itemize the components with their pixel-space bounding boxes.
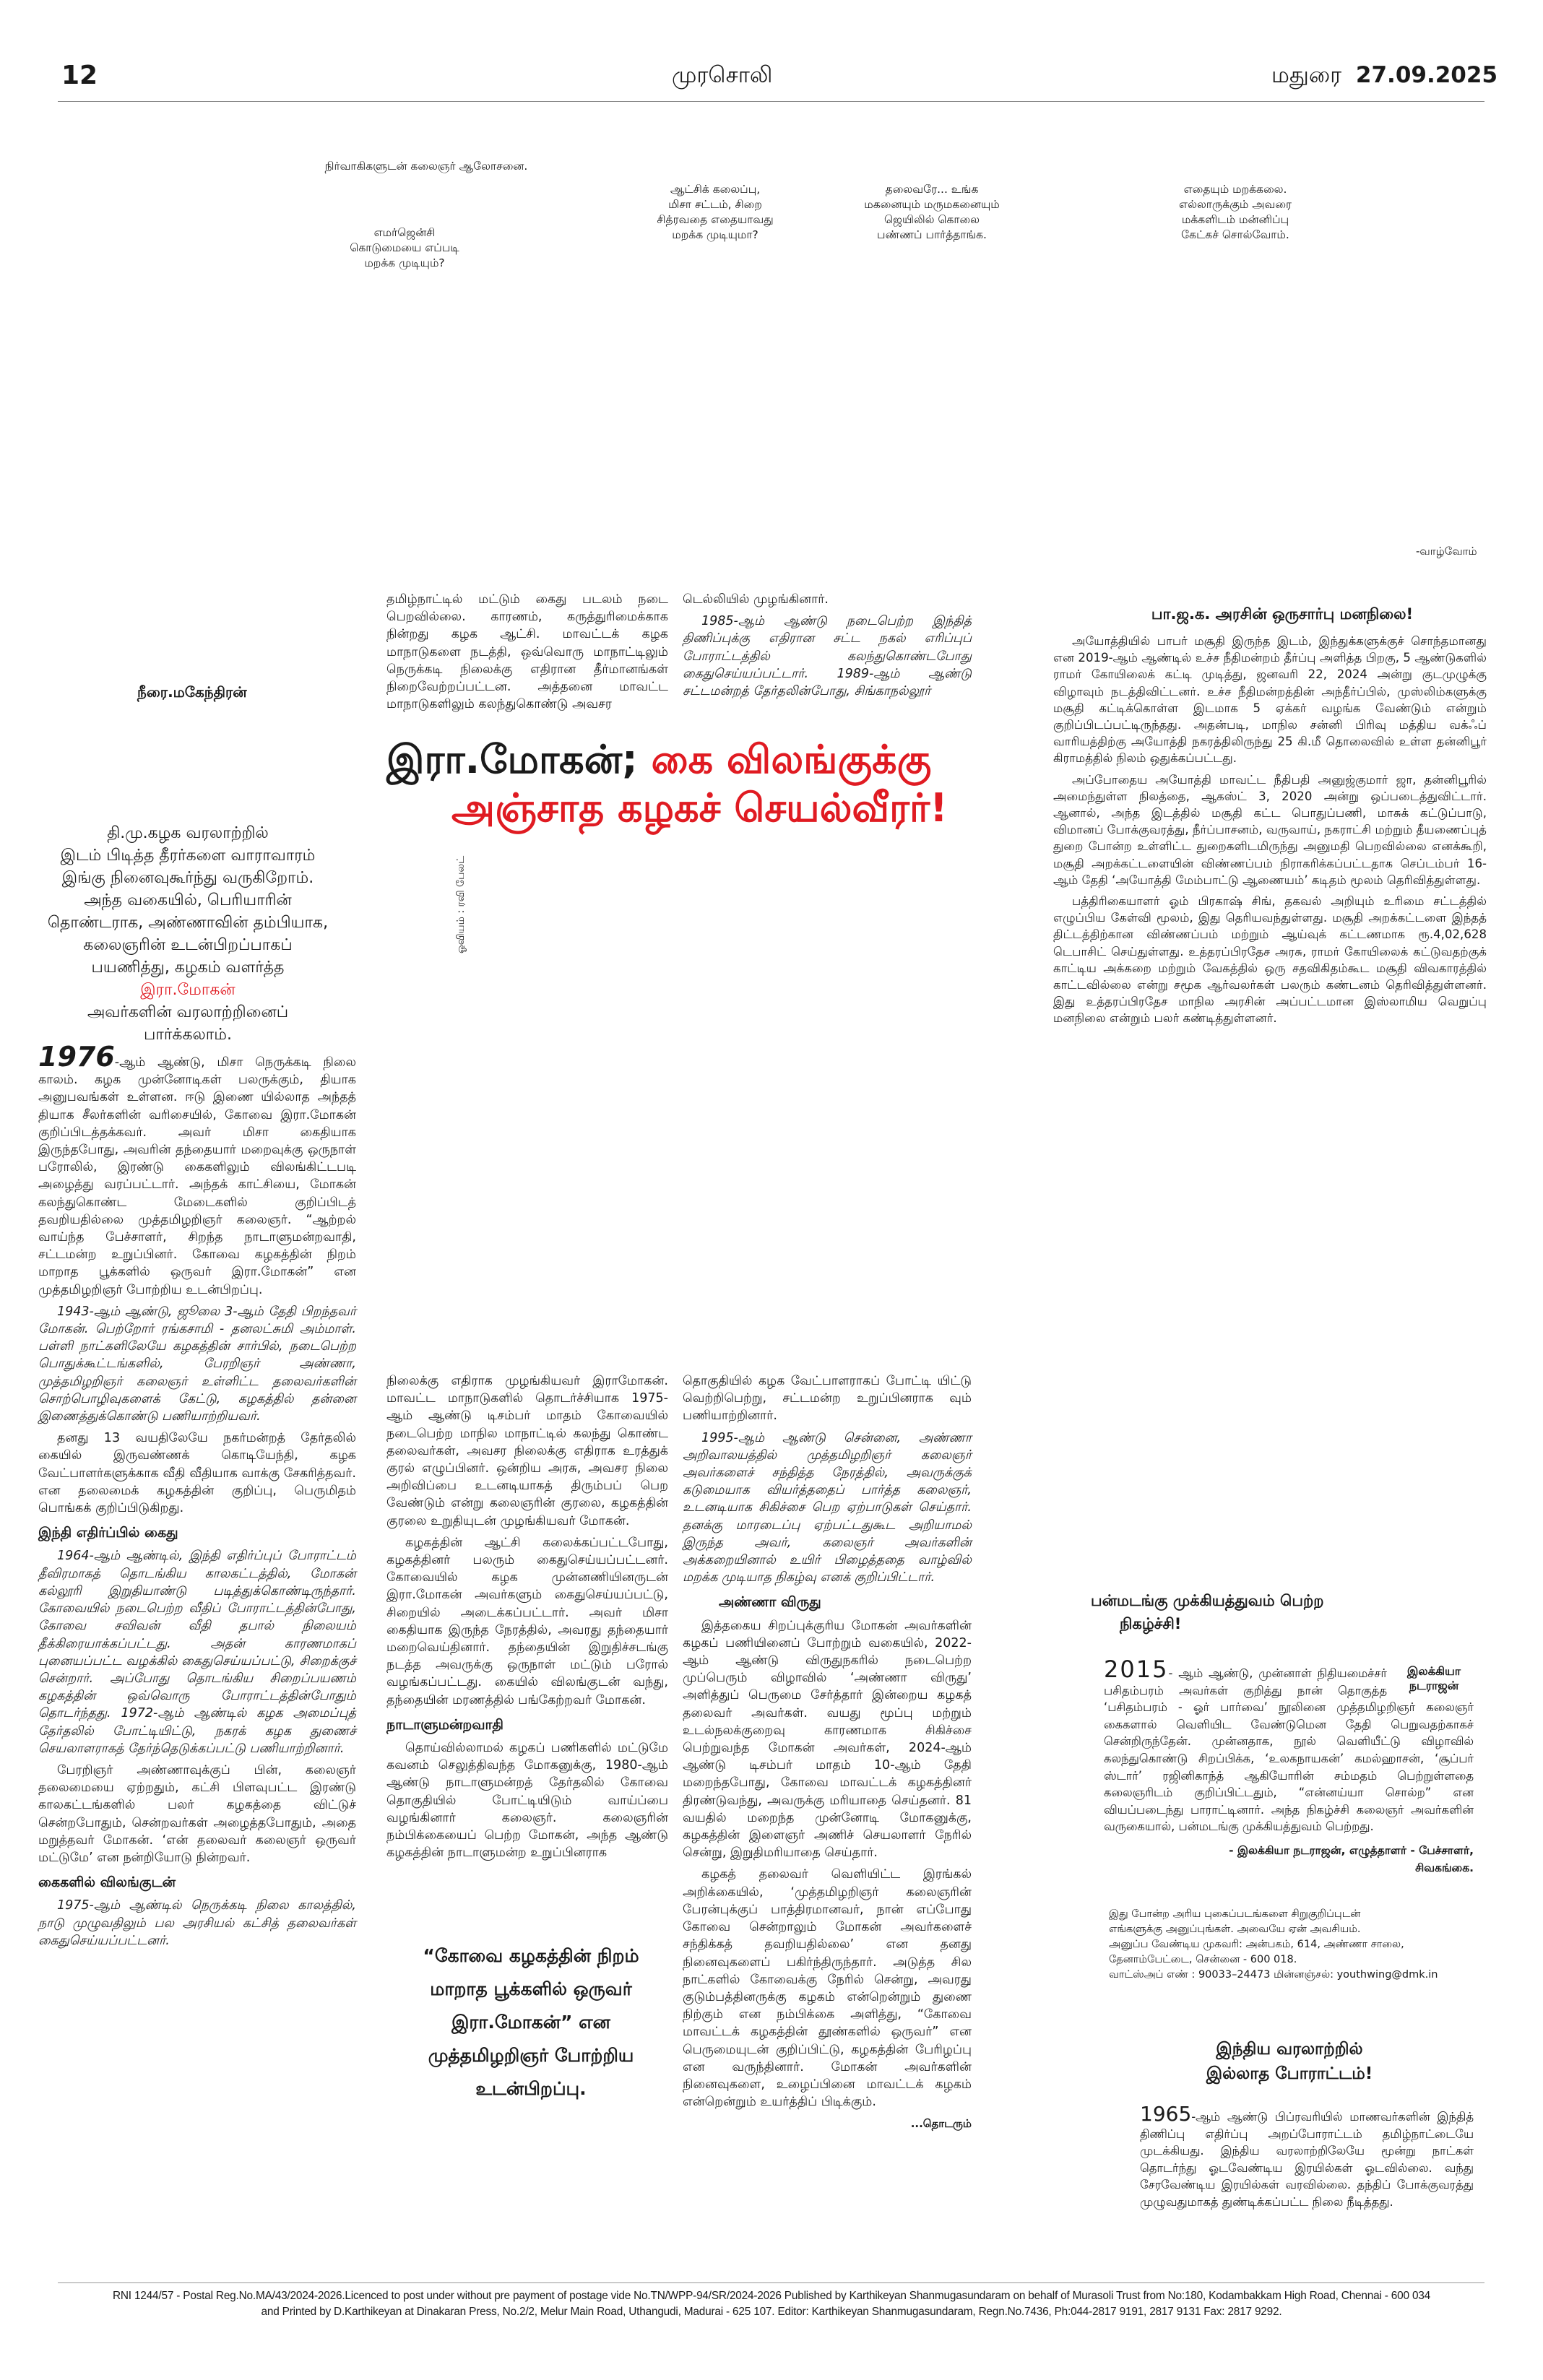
pull-quote: “கோவை கழகத்தின் நிறம் மாறாத பூக்களில் ஒருவர் இரா.மோகன்” என முத்தமிழறிஞர் போற்றிய உடன்பிறப்பு.: [423, 1945, 639, 2099]
headline-red-1: கை விலங்குக்கு: [651, 737, 932, 782]
right-article-3-body: 1965-ஆம் ஆண்டு பிப்ரவரியில் மாணவர்களின் இந்தித் திணிப்பு எதிர்ப்பு அறப்போராட்டம் தமிழ்நாட்டையே முடக்கியது. இந்திய வரலாற்றிலேயே மூன்று நாட்கள் தொடர்ந்து ஓடவேண்டிய இரயில்கள் ஓடவில்லை. வந்து சேரவேண்டிய இரயில்கள் வரவில்லை. தந்திப் போக்குவரத்து முழுவதுமாகத் துண்டிக்கப்பட்ட நிலை நீடித்தது.: [1140, 2102, 1474, 2209]
right-article-1-title: பா.ஜ.க. அரசின் ஒருசார்பு மனநிலை!: [1151, 605, 1414, 623]
right-article-1-body: அயோத்தியில் பாபர் மசூதி இருந்த இடம், இந்துக்களுக்குச் சொந்தமானது என 2019-ஆம் ஆண்டில் உச்ச நீதிமன்றம் தீர்ப்பு அளித்த பிறகு, 5 ஆண்டுகளில் ராமர் கோயிலைக் கட்டி முடித்து, ஜனவரி 22, 2024 அன்று குடமுழுக்கு விழாவும் நடத்திவிட்டனர். உச்ச நீதிமன்றத்தின் அந்தீர்ப்பில், முஸ்லிம்களுக்கு மசூதி கட்டிக்கொள்ள இடமாக 5 ஏக்கர் வழங்க வேண்டும் என்றும் குறிப்பிடப்பட்டிருந்தது. அதன்படி, மாநில சன்னி பிரிவு மத்திய வக்ஃப் வாரியத்திற்கு அயோத்தி நகரத்திலிருந்து 25 கி.மீ தொலைவில் உள்ள தன்னிபூர் கிராமத்தில் நிலம் ஒதுக்கப்பட்டது. அப்போதைய அயோத்தி மாவட்ட நீதிபதி அனுஜ்குமார் ஜா, தன்னிபூரில் அமைந்துள்ள நிலத்தை, ஆகஸ்ட் 3, 2020 அன்று ஒப்படைத்துவிட்டார். ஆனால், அந்த இடத்தில் மசூதி கட்ட பொதுப்பணி, மாசுக் கட்டுப்பாடு, விமானப் போக்குவரத்து, நீர்ப்பாசனம், வருவாய், நகராட்சி மற்றும் தீயணைப்புத் துறை போன்ற உள்ளிட்ட துறைகளிடமிருந்து அனுமதி பெறவில்லை எனக்கூறி, மசூதி அறக்கட்டளையின் விண்ணப்பம் நிராகரிக்கப்பட்டதாக செப்டம்பர் 16-ஆம் தேதி ‘அயோத்தி மேம்பாட்டு ஆணையம்’ கடிதம் மூலம் தெரிவித்துள்ளது. பத்திரிகையாளர் ஓம் பிரகாஷ் சிங், தகவல் அறியும் உரிமை சட்டத்தில் எழுப்பிய கேள்வி மூலம், இது தெரியவந்துள்ளது. மசூதி அறக்கட்டளை இந்தத் திட்டத்திற்கான விண்ணப்பம் மற்றும் ஆய்வுக் கட்டணமாக ரூ.4,02,628 டெபாசிட் செய்துள்ளது. உத்தரப்பிரதேச அரசு, ராமர் கோயிலைக் கட்டுவதற்குக் காட்டிய அக்கறை மற்றும் வேகத்தில் ஒரு சதவிகிதம்கூட மசூதி விவகாரத்தில் காட்டவில்லை என்று சமூக ஆர்வலர்கள் பலரும் கண்டனம் தெரிவித்துள்ளனர். இது உத்தரப்பிரதேச மாநில அரசின் அப்பட்டமான இஸ்லாமிய வெறுப்பு மனநிலை என்றும் பலர் கண்டித்துள்ளனர்.: [1053, 634, 1487, 1026]
intro-line: இடம் பிடித்த தீரர்களை வாராவாரம்: [60, 847, 316, 865]
feature-col2-top: தமிழ்நாட்டில் மட்டும் கைது படலம் நடை பெறவில்லை. காரணம், கருத்துரிமைக்காக நின்றது கழக ஆட்சி. மாவட்டக் கழக மாநாடுகளை நடத்தி, ஒவ்வொரு மாநாட்டிலும் நெருக்கடி நிலைக்கு எதிரான தீர்மானங்கள் நிறைவேற்றப்பட்டன. அத்தனை மாவட்ட மாநாடுகளிலும் கலந்துகொண்டு அவசர: [386, 592, 668, 712]
submission-notice: இது போன்ற அரிய புகைப்படங்களை சிறுகுறிப்புடன் எங்களுக்கு அனுப்புங்கள். அவையே ஏன் அவசியம். அனுப்ப வேண்டிய முகவரி: அன்பகம், 614, அண்ணா சாலை, தேனாம்பேட்டை, சென்னை - 600 018. வாட்ஸ்அப் எண் : 90033–24473 மின்னஞ்சல்: youthwing@dmk.in: [1109, 1907, 1470, 1983]
intro-tail: அவர்களின் வரலாற்றினைப் பார்க்கலாம்.: [87, 1003, 289, 1044]
intro-line: தொண்டராக, அண்ணாவின் தம்பியாக,: [47, 914, 329, 932]
footer-rule: [58, 2282, 1484, 2283]
imprint-footer: RNI 1244/57 - Postal Reg.No.MA/43/2024-2026.Licenced to post under without pre payment of postage vide No.TN/WPP-94/SR/2024-2026 Published by Karthikeyan Shanmugasundaram on behalf of Murasoli Trust from No:180, Kodambakkam High Road, Chennai - 600 034 and Printed by D.Karthikeyan at Dinakaran Press, No.2/2, Melur Main Road, Uthangudi, Madurai - 625 107. Editor: Karthikeyan Shanmugasundaram, Regn.No.7436, Ph:044-2817 9191, 2817 9131 Fax: 2817 9292.: [112, 2290, 1431, 2318]
signoff: - இலக்கியா நடராஜன், எழுத்தாளர் - பேச்சாளர், சிவகங்கை.: [1229, 1843, 1474, 1874]
dropcap-2015: 2015: [1104, 1656, 1169, 1683]
headline-black: இரா.மோகன்;: [386, 737, 638, 782]
author-photo-caption: இலக்கியா நடராஜன்: [1406, 1664, 1461, 1692]
intro-box: [29, 822, 347, 1046]
intro-line: கலைஞரின் உடன்பிறப்பாகப்: [83, 936, 293, 954]
cartoon-balloon-5: எதையும் மறக்கலை. எல்லாருக்கும் அவரை மக்களிடம் மன்னிப்பு கேட்கச் சொல்வோம்.: [1178, 183, 1292, 241]
page-number: 12: [61, 61, 98, 90]
dropcap-1976: 1976: [38, 1041, 115, 1073]
author-byline: நீரை.மகேந்திரன்: [137, 683, 247, 701]
paper-name: முரசொலி: [672, 62, 773, 88]
right-article-2-title: பன்மடங்கு முக்கியத்துவம் பெற்ற நிகழ்ச்சி!: [1091, 1592, 1324, 1632]
feature-col1: 1976-ஆம் ஆண்டு, மிசா நெருக்கடி நிலை காலம். கழக முன்னோடிகள் பலருக்கும், தியாக அனுபவங்கள் உள்ளன. ஈடு இணை யில்லாத அந்தத் தியாக சீலர்களின் வரிசையில், கோவை இரா.மோகன் குறிப்பிடத்தக்கவர். அவர் மிசா கைதியாக இருந்தபோது, அவரின் தந்தையார் மறைவுக்கு ஒருநாள் பரோலில், இரண்டு கைகளிலும் விலங்கிட்டபடி அழைத்து வரப்பட்டார். அந்தக் காட்சியை, மோகன் கலந்துகொண்ட மேடைகளில் குறிப்பிடத் தவறியதில்லை முத்தமிழறிஞர் கலைஞர். “ஆற்றல் வாய்ந்த பேச்சாளர், சிறந்த நாடாளுமன்றவாதி, சட்டமன்ற உறுப்பினர். கோவை கழகத்தின் நிறம் மாறாத பூக்களில் ஒருவர் இரா.மோகன்” என முத்தமிழறிஞர் போற்றிய உடன்பிறப்பு. 1943-ஆம் ஆண்டு, ஜூலை 3-ஆம் தேதி பிறந்தவர் மோகன். பெற்றோர் ரங்கசாமி - தனலட்சுமி அம்மாள். பள்ளி நாட்களிலேயே கழகத்தின் சார்பில், நடைபெற்ற பொதுக்கூட்டங்களில், பேரறிஞர் அண்ணா, முத்தமிழறிஞர் கலைஞர் உள்ளிட்ட தலைவர்களின் சொற்பொழிவுகளைக் கேட்டு, கழகத்தில் தன்னை இணைத்துக்கொண்டு பணியாற்றியவர். தனது 13 வயதிலேயே நகர்மன்றத் தேர்தலில் கையில் இருவண்ணக் கொடியேந்தி, கழக வேட்பாளர்களுக்காக வீதி வீதியாக வாக்கு சேகரித்தவர். என தலைமைக் கழகத்தின் குறிப்பு, பெருமிதம் பொங்கக் குறிப்பிடுகிறது. இந்தி எதிர்ப்பில் கைது 1964-ஆம் ஆண்டில், இந்தி எதிர்ப்புப் போராட்டம் தீவிரமாகத் தொடங்கிய காலகட்டத்தில், மோகன் கல்லூரி இறுதியாண்டு படித்துக்கொண்டிருந்தார். கோவையில் நடைபெற்ற வீதிப் போராட்டத்தின்போது, கோவை சவிவன் வீதி தபால் நிலையம் தீக்கிரையாக்கப்பட்டது. அதன் காரணமாகப் புனையப்பட்ட வழக்கில் கைதுசெய்யப்பட்டு, சிறைக்குச் சென்றார். அப்போது தொடங்கிய சிறைப்பயணம் கழகத்தின் ஒவ்வொரு போராட்டத்தின்போதும் தொடர்ந்தது. 1972-ஆம் ஆண்டில் கழக அமைப்புத் தேர்தலில் போட்டியிட்டு, நகரக் கழக துணைச் செயலாளராகத் தேர்ந்தெடுக்கப்பட்டு பணியாற்றினார். பேரறிஞர் அண்ணாவுக்குப் பின், கலைஞர் தலைமையை ஏற்றதும், கட்சி பிளவுபட்ட இரண்டு காலகட்டங்களில் பலர் கழகத்தை விட்டுச் சென்றபோதும், சென்றவர்கள் அழைத்தபோதும், அதை மறுத்தவர் மோகன். ‘என் தலைவர் கலைஞர் ஒருவர் மட்டுமே’ என நன்றியோடு நின்றவர். கைகளில் விலங்குடன் 1975-ஆம் ஆண்டில் நெருக்கடி நிலை காலத்தில், நாடு முழுவதிலும் பல அரசியல் கட்சித் தலைவர்கள் கைதுசெய்யப்பட்டனர்.: [38, 1041, 356, 1948]
subhead-handcuffs: கைகளில் விலங்குடன்: [38, 1874, 176, 1891]
subhead-parliamentarian: நாடாளுமன்றவாதி: [386, 1716, 504, 1733]
edition: மதுரை: [1271, 62, 1342, 88]
headline-red-2: அஞ்சாத கழகச் செயல்வீரர்!: [451, 785, 948, 831]
right-article-2-body: இலக்கியா நடராஜன் 2015- ஆம் ஆண்டு, முன்னாள் நிதியமைச்சர் பசிதம்பரம் அவர்கள் குறித்து நான் தொகுத்த ‘பசிதம்பரம் - ஓர் பார்வை’ நூலினை முத்தமிழறிஞர் கலைஞர் கைகளால் வெளியிட வேண்டுமென தேதி பெறுவதற்காகச் சென்றிருந்தேன். முன்னதாக, நூல் வெளியீட்டு விழாவில் கலந்துகொண்டு சிறப்பிக்க, ‘உலகநாயகன்’ கமல்ஹாசன், ‘சூப்பர் ஸ்டார்’ ரஜினிகாந்த் ஆகியோரின் சம்மதம் பெற்றுள்ளதை கலைஞரிடம் குறிப்பிட்டதும், “என்னய்யா சொல்ற” என வியப்படைந்து பாராட்டினார். அந்த நிகழ்ச்சி கலைஞர் அவர்களின் வருகையால், பன்மடங்கு முக்கியத்துவம் பெற்றது. - இலக்கியா நடராஜன், எழுத்தாளர் - பேச்சாளர், சிவகங்கை.: [1104, 1658, 1474, 1881]
edition-date: [1271, 62, 1497, 91]
subhead-anna-award: அண்ணா விருது: [719, 1594, 821, 1611]
header-rule: [58, 101, 1484, 102]
contact-line: வாட்ஸ்அப் எண் : 90033–24473 மின்னஞ்சல்: youthwing@dmk.in: [1109, 1969, 1438, 1981]
feature-col2: நிலைக்கு எதிராக முழங்கியவர் இராமோகன். மாவட்ட மாநாடுகளில் தொடர்ச்சியாக 1975-ஆம் ஆண்டு டிசம்பர் மாதம் கோவையில் நடைபெற்ற மாநில மாநாட்டில் கலந்து கொண்ட தலைவர்கள், அவசர நிலைக்கு எதிராக உரத்துக் குரல் எழுப்பினர். ஒன்றிய அரசு, அவசர நிலை அறிவிப்பை உடனடியாகத் திரும்பப் பெற வேண்டும் என்று கலைஞரின் குரலை, கழகத்தின் குரலை உறுதியுடன் முழங்கியவர் மோகன். கழகத்தின் ஆட்சி கலைக்கப்பட்டபோது, கழகத்தினர் பலரும் கைதுசெய்யப்பட்டனர். கோவையில் கழக முன்னணியினருடன் இரா.மோகன் அவர்களும் கைதுசெய்யப்பட்டு, சிறையில் அடைக்கப்பட்டார். அவர் மிசா கைதியாக இருந்த நேரத்தில், அவரது தந்தையார் மறைவெய்தினார். தந்தையின் இறுதிச்சடங்கு நடத்த அவருக்கு ஒருநாள் மட்டும் பரோல் வழங்கப்பட்டது. கையில் விலங்குடன் வந்து, தந்தையின் மரணத்தில் பங்கேற்றவர் மோகன். நாடாளுமன்றவாதி தொய்வில்லாமல் கழகப் பணிகளில் மட்டுமே கவனம் செலுத்திவந்த மோகனுக்கு, 1980-ஆம் ஆண்டு நாடாளுமன்றத் தேர்தலில் கோவை தொகுதியில் போட்டியிடும் வாய்ப்பை வழங்கினார் கலைஞர். கலைஞரின் நம்பிக்கையைப் பெற்ற மோகன், அந்த ஆண்டு கழகத்தின் நாடாளுமன்ற உறுப்பினராக: [386, 1374, 668, 1861]
feature-col3: தொகுதியில் கழக வேட்பாளராகப் போட்டி யிட்டு வெற்றிபெற்று, சட்டமன்ற உறுப்பினராக வும் பணியாற்றினார். 1995-ஆம் ஆண்டு சென்னை, அண்ணா அறிவாலயத்தில் முத்தமிழறிஞர் கலைஞர் அவர்களைச் சந்தித்த நேரத்தில், அவருக்குக் கடுமையாக வியர்த்ததைப் பார்த்த கலைஞர், உடனடியாக சிகிச்சை பெற ஏற்பாடுகள் செய்தார். தனக்கு மாரடைப்பு ஏற்பட்டதுகூட அறியாமல் இருந்த அவர், கலைஞர் அவர்களின் அக்கறையினால் உயிர் பிழைத்ததை வாழ்வில் மறக்க முடியாத நிகழ்வு எனக் குறிப்பிட்டார். அண்ணா விருது இத்தகைய சிறப்புக்குரிய மோகன் அவர்களின் கழகப் பணியினைப் போற்றும் வகையில், 2022-ஆம் ஆண்டு விருதுநகரில் நடைபெற்ற முப்பெரும் விழாவில் ‘அண்ணா விருது’ அளித்துப் பெருமை சேர்த்தார் இன்றைய கழகத் தலைவர் அவர்கள். வயது மூப்பு மற்றும் உடல்நலக்குறைவு காரணமாக சிகிச்சை பெற்றுவந்த மோகன் அவர்கள், 2024-ஆம் ஆண்டு டிசம்பர் மாதம் 10-ஆம் தேதி மறைந்தபோது, கோவை மாவட்டக் கழகத்தினர் திரண்டுவந்து, அவருக்கு மரியாதை செய்தனர். 81 வயதில் மறைந்த முன்னோடி மோகனுக்கு, கழகத்தின் இளைஞர் அணிச் செயலாளர் நேரில் சென்று, இறுதிமரியாதை செய்தார். கழகத் தலைவர் வெளியிட்ட இரங்கல் அறிக்கையில், ‘முத்தமிழறிஞர் கலைஞரின் பேரன்புக்குப் பாத்திரமானவர், நான் எப்போது கோவை சென்றாலும் மோகன் அவர்களைச் சந்திக்கத் தவறியதில்லை’ என தனது நினைவுகளைப் பகிர்ந்திருந்தார். அடுத்த சில நாட்களில் கோவைக்கு நேரில் சென்று, அவரது குடும்பத்தினருக்கு கழகம் என்றென்றும் துணை நிற்கும் என நம்பிக்கை அளித்து, “கோவை மாவட்டக் கழகத்தின் தூண்களில் ஒருவர்” என பெருமையுடன் குறிப்பிட்டு, கழகத்தின் பேரிழப்பு என வருந்தினார். மோகன் அவர்களின் நினைவுகளை, உழைப்பினை மாவட்டக் கழகம் என்றென்றும் உயர்த்திப் பிடிக்கும். ...தொடரும்: [683, 1372, 972, 2137]
intro-name: இரா.மோகன்: [140, 981, 235, 999]
date: 27.09.2025: [1355, 62, 1498, 88]
right-article-3-title: இந்திய வரலாற்றில் இல்லாத போராட்டம்!: [1206, 2040, 1373, 2083]
feature-col3-top: டெல்லியில் முழங்கினார். 1985-ஆம் ஆண்டு நடைபெற்ற இந்தித் திணிப்புக்கு எதிரான சட்ட நகல் எரிப்புப் போராட்டத்தில் கலந்துகொண்டபோது கைதுசெய்யப்பட்டார். 1989-ஆம் ஆண்டு சட்டமன்றத் தேர்தலின்போது, சிங்காநல்லூர்: [683, 592, 972, 699]
subhead-hindi-arrest: இந்தி எதிர்ப்பில் கைது: [38, 1525, 178, 1541]
dropcap-1965: 1965: [1140, 2102, 1192, 2126]
cartoon-balloon-4: தலைவரே... உங்க மகனையும் மருமகனையும் ஜெயிலில் கொலை பண்ணப் பார்த்தாங்க.: [864, 183, 1000, 241]
intro-line: பயணித்து, கழகம் வளர்த்த: [91, 959, 285, 977]
headline: [386, 737, 1094, 834]
cartoon-balloon-2: எமர்ஜென்சி கொடுமையை எப்படி மறக்க முடியும்?: [350, 226, 459, 269]
intro-line: அந்த வகையில், பெரியாரின்: [84, 891, 292, 909]
cartoon-balloon-3: ஆட்சிக் கலைப்பு, மிசா சட்டம், சிறை சித்ரவதை எதையாவது மறக்க முடியுமா?: [657, 183, 774, 241]
intro-line: இங்கு நினைவுகூர்ந்து வருகிறோம்.: [61, 869, 314, 887]
intro-line: தி.மு.கழக வரலாற்றில்: [107, 824, 269, 842]
continued-label: ...தொடரும்: [910, 2117, 972, 2131]
photo-credit: ஓவியம் : ரவி பேலட்: [455, 855, 467, 953]
cartoon-signature: -வாழ்வோம்: [1416, 545, 1477, 558]
cartoon-balloon-1: நிர்வாகிகளுடன் கலைஞர் ஆலோசனை.: [324, 160, 528, 173]
